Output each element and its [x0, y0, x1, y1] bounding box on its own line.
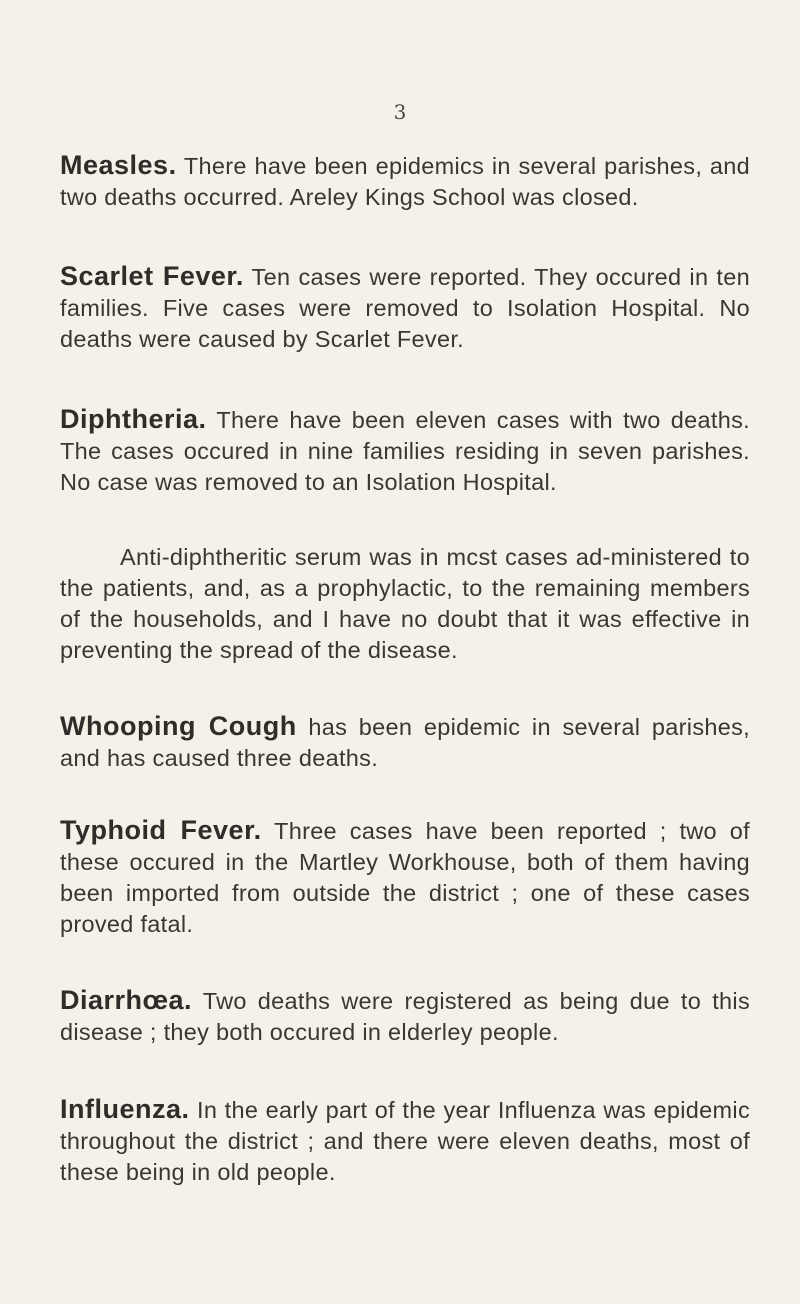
section-text: Ten cases were reported. They occured in ten families. Five cases were removed to Isolation Hospital. No deaths were caused by Scarlet Fever.	[60, 264, 750, 352]
section-heading: Diarrhœa.	[60, 985, 193, 1015]
section-typhoid-fever	[60, 815, 750, 940]
section-text: Anti-diphtheritic serum was in mcst cases ad-ministered to the patients, and, as a prophylactic, to the remaining members of the households, and I have no doubt that it was effective in preventing the spread of the disease.	[60, 544, 750, 663]
section-text: Three cases have been reported ; two of these occured in the Martley Workhouse, both of them having been imported from outside the district ; one of these cases proved fatal.	[60, 818, 750, 937]
section-diarrhoea	[60, 985, 750, 1048]
section-heading: Diphtheria.	[60, 404, 207, 434]
section-heading: Influenza.	[60, 1094, 190, 1124]
section-heading: Whooping Cough	[60, 711, 297, 741]
section-text: There have been eleven cases with two deaths. The cases occured in nine families residing in seven parishes. No case was removed to an Isolation Hospital.	[60, 407, 750, 495]
section-diphtheria	[60, 404, 750, 498]
section-text: There have been epidemics in several parishes, and two deaths occurred. Areley Kings School was closed.	[60, 153, 750, 210]
section-heading: Measles.	[60, 150, 177, 180]
section-heading: Scarlet Fever.	[60, 261, 244, 291]
page-number: 3	[393, 100, 407, 124]
section-whooping-cough	[60, 711, 750, 774]
section-influenza	[60, 1094, 750, 1188]
section-measles	[60, 150, 750, 213]
section-text: Two deaths were registered as being due to this disease ; they both occured in elderley people.	[60, 988, 750, 1045]
section-antidiphtheritic-serum	[60, 542, 750, 666]
section-scarlet-fever	[60, 261, 750, 355]
section-text: In the early part of the year Influenza was epidemic throughout the district ; and there were eleven deaths, most of these being in old people.	[60, 1097, 750, 1185]
section-heading: Typhoid Fever.	[60, 815, 262, 845]
section-text: has been epidemic in several parishes, and has caused three deaths.	[60, 714, 750, 771]
